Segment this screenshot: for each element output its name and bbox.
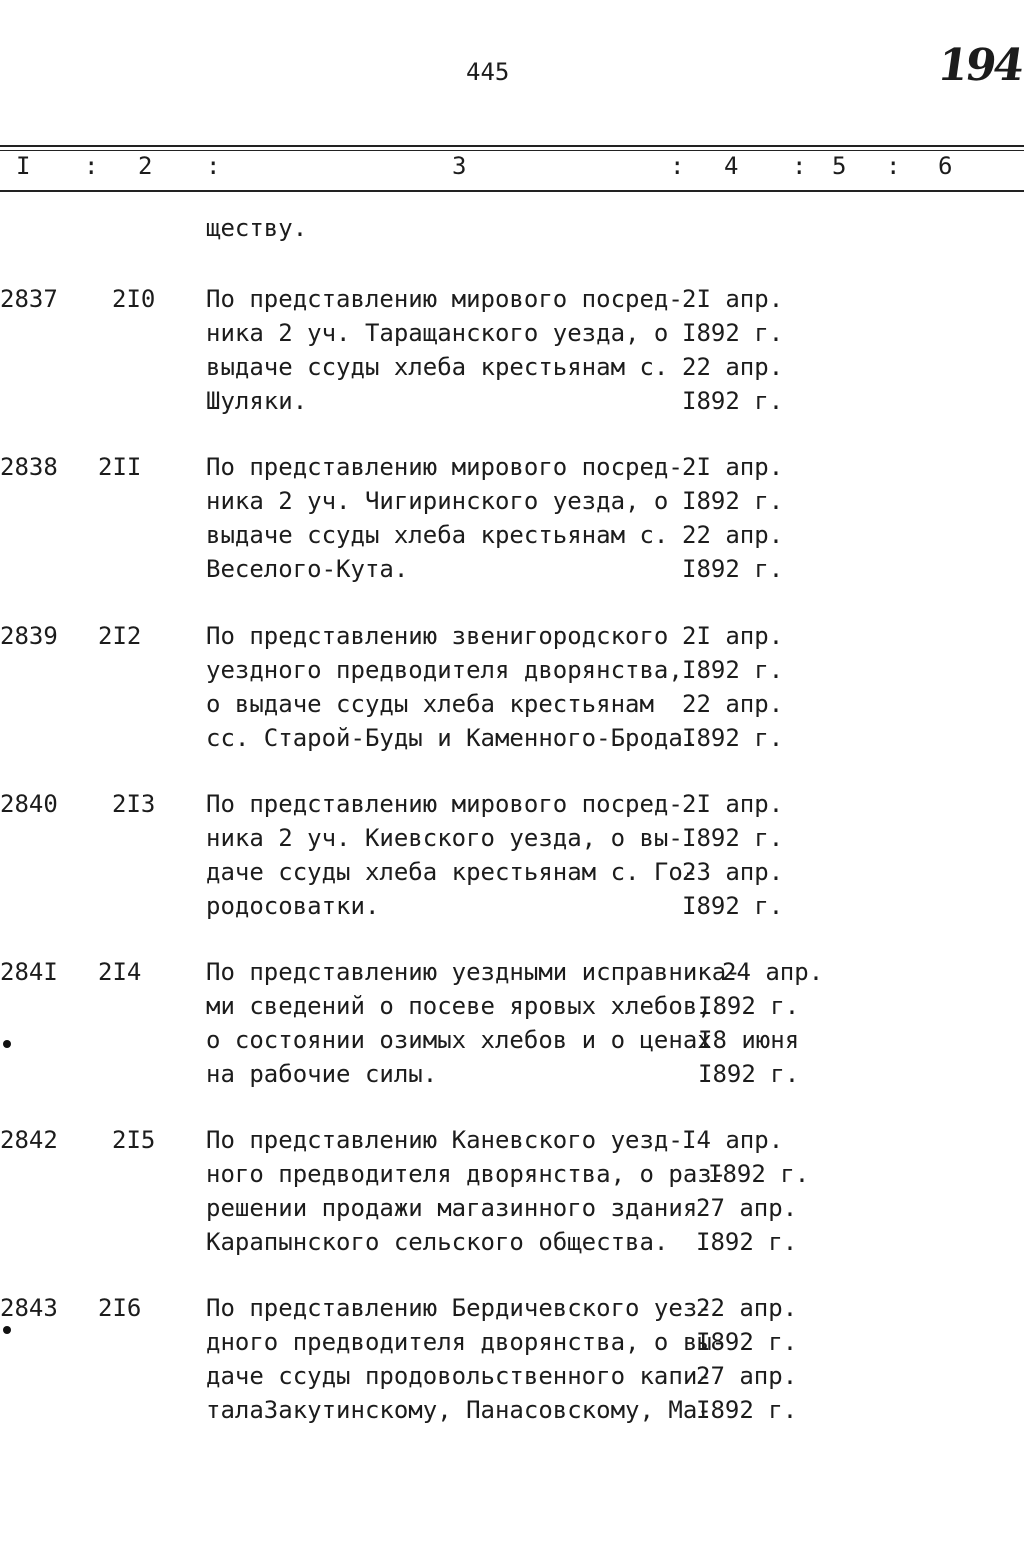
description-line: ми сведений о посеве яровых хлебов, xyxy=(206,992,712,1020)
entry-number: 2839 xyxy=(0,622,58,650)
date-line: I892 г. xyxy=(682,892,784,920)
date-line: 27 апр. xyxy=(696,1194,798,1222)
date-line: 22 апр. xyxy=(682,521,784,549)
description-line: По представлению Каневского уезд- xyxy=(206,1126,683,1154)
register-entry xyxy=(0,787,1024,927)
column-separator: : xyxy=(84,152,99,180)
header-rule-bottom xyxy=(0,190,1024,192)
file-number: 2I3 xyxy=(112,790,156,818)
description-line: По представлению Бердичевского уез- xyxy=(206,1294,712,1322)
description-line: даче ссуды хлеба крестьянам с. Го- xyxy=(206,858,698,886)
date-line: 23 апр. xyxy=(682,858,784,886)
date-line: I892 г. xyxy=(696,1228,798,1256)
entry-number: 284I xyxy=(0,958,58,986)
date-line: 2I апр. xyxy=(682,622,784,650)
date-line: 2I апр. xyxy=(682,453,784,481)
header-rule-top-thin xyxy=(0,150,1024,151)
entry-dates xyxy=(696,1291,797,1427)
date-line: 22 апр. xyxy=(696,1294,798,1322)
date-line: I892 г. xyxy=(682,387,784,415)
description-line: решении продажи магазинного здания xyxy=(206,1194,698,1222)
header-rule-top xyxy=(0,145,1024,147)
description-line: ника 2 уч. Киевского уезда, о вы- xyxy=(206,824,683,852)
date-line: I892 г. xyxy=(682,487,784,515)
description-line: о выдаче ссуды хлеба крестьянам xyxy=(206,690,654,718)
description-line: выдаче ссуды хлеба крестьянам с. xyxy=(206,353,669,381)
description-line: о состоянии озимых хлебов и о ценах xyxy=(206,1026,712,1054)
description-line: талаЗакутинскому, Панасовскому, Ма- xyxy=(206,1396,712,1424)
file-number: 2I4 xyxy=(98,958,142,986)
description-line: ника 2 уч. Таращанского уезда, о xyxy=(206,319,669,347)
column-separator: : xyxy=(670,152,685,180)
entry-dates xyxy=(682,282,783,418)
date-line: 2I апр. xyxy=(682,790,784,818)
register-entry xyxy=(0,1123,1024,1263)
column-2-heading: 2 xyxy=(138,152,153,180)
column-3-heading: 3 xyxy=(452,152,467,180)
description-line: По представлению уездными исправника- xyxy=(206,958,741,986)
date-line: I892 г. xyxy=(682,724,784,752)
ink-blot xyxy=(3,1326,11,1334)
entry-description xyxy=(206,1123,726,1259)
column-separator: : xyxy=(886,152,901,180)
date-line: I892 г. xyxy=(682,656,784,684)
register-entry xyxy=(0,282,1024,422)
description-line: По представлению мирового посред- xyxy=(206,790,683,818)
register-entry xyxy=(0,955,1024,1095)
date-line: I892 г. xyxy=(698,992,800,1020)
date-line: 22 апр. xyxy=(682,690,784,718)
entry-dates xyxy=(698,955,823,1091)
column-1-heading: I xyxy=(16,152,31,180)
description-line: на рабочие силы. xyxy=(206,1060,438,1088)
description-line: выдаче ссуды хлеба крестьянам с. xyxy=(206,521,669,549)
entry-description xyxy=(206,1291,726,1427)
description-line: дного предводителя дворянства, о вы- xyxy=(206,1328,727,1356)
entry-number: 2838 xyxy=(0,453,58,481)
entry-description xyxy=(206,282,683,418)
date-line: 27 апр. xyxy=(696,1362,798,1390)
description-line: родосоватки. xyxy=(206,892,380,920)
file-number: 2I6 xyxy=(98,1294,142,1322)
entry-description xyxy=(206,619,697,755)
date-line: I892 г. xyxy=(708,1160,810,1188)
column-5-heading: 5 xyxy=(832,152,847,180)
description-line: По представлению мирового посред- xyxy=(206,453,683,481)
date-line: I4 апр. xyxy=(682,1126,784,1154)
register-entry xyxy=(0,619,1024,759)
description-line: Карапынского сельского общества. xyxy=(206,1228,669,1256)
handwritten-folio-number: 194 xyxy=(934,40,1024,91)
date-line: I892 г. xyxy=(682,555,784,583)
date-line: 2I апр. xyxy=(682,285,784,313)
entry-dates xyxy=(682,787,783,923)
file-number: 2II xyxy=(98,453,142,481)
date-line: 24 апр. xyxy=(722,958,824,986)
entry-description xyxy=(206,955,741,1091)
entry-number: 2840 xyxy=(0,790,58,818)
file-number: 2I5 xyxy=(112,1126,156,1154)
date-line: 22 апр. xyxy=(682,353,784,381)
file-number: 2I0 xyxy=(112,285,156,313)
entry-number: 2843 xyxy=(0,1294,58,1322)
description-line: Веселого-Кута. xyxy=(206,555,409,583)
register-entry xyxy=(0,450,1024,590)
date-line: I892 г. xyxy=(696,1396,798,1424)
column-4-heading: 4 xyxy=(724,152,739,180)
description-line: сс. Старой-Буды и Каменного-Брода. xyxy=(206,724,698,752)
description-line: Шуляки. xyxy=(206,387,308,415)
entry-dates xyxy=(682,450,783,586)
date-line: I892 г. xyxy=(696,1328,798,1356)
date-line: I8 июня xyxy=(698,1026,800,1054)
description-line: уездного предводителя дворянства, xyxy=(206,656,683,684)
description-line: По представлению звенигородского xyxy=(206,622,669,650)
entry-description xyxy=(206,787,697,923)
column-6-heading: 6 xyxy=(938,152,953,180)
description-line: ника 2 уч. Чигиринского уезда, о xyxy=(206,487,669,515)
register-entry xyxy=(0,1291,1024,1431)
entry-description xyxy=(206,450,683,586)
page-number: 445 xyxy=(466,58,510,86)
ink-blot xyxy=(3,1040,11,1048)
column-separator: : xyxy=(206,152,221,180)
date-line: I892 г. xyxy=(682,824,784,852)
description-line: По представлению мирового посред- xyxy=(206,285,683,313)
description-line: ного предводителя дворянства, о раз- xyxy=(206,1160,727,1188)
entry-number: 2837 xyxy=(0,285,58,313)
entry-number: 2842 xyxy=(0,1126,58,1154)
column-separator: : xyxy=(792,152,807,180)
entry-dates xyxy=(682,619,783,755)
continued-text: ществу. xyxy=(206,214,308,242)
entry-dates xyxy=(682,1123,809,1259)
date-line: I892 г. xyxy=(682,319,784,347)
description-line: даче ссуды продовольственного капи- xyxy=(206,1362,712,1390)
date-line: I892 г. xyxy=(698,1060,800,1088)
file-number: 2I2 xyxy=(98,622,142,650)
